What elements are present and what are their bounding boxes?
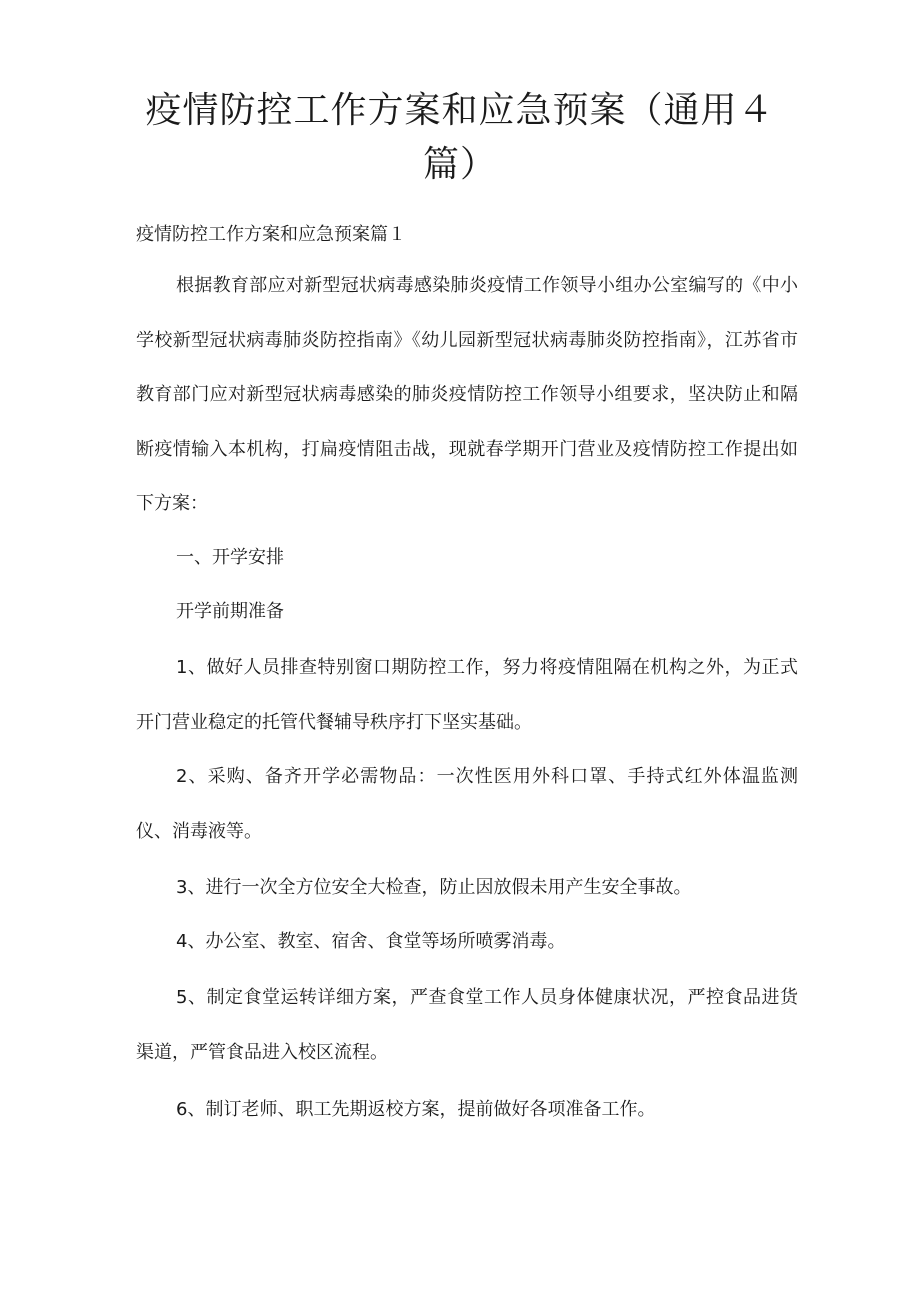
intro-paragraph: 根据教育部应对新型冠状病毒感染肺炎疫情工作领导小组办公室编写的《中小学校新型冠状病毒肺炎防控指南》《幼儿园新型冠状病毒肺炎防控指南》，江苏省市教育部门应对新型冠状病毒感染的肺炎疫情防控工作领导小组要求，坚决防止和隔断疫情输入本机构，打扁疫情阻击战，现就春学期开门营业及疫情防控工作提出如下方案： bbox=[136, 275, 798, 514]
list-item: 1、做好人员排查特别窗口期防控工作，努力将疫情阻隔在机构之外，为正式开门营业稳定的托管代餐辅导秩序打下坚实基础。 bbox=[136, 657, 798, 733]
list-item: 6、制订老师、职工先期返校方案，提前做好各项准备工作。 bbox=[176, 1099, 656, 1120]
list-item: 2、采购、备齐开学必需物品：一次性医用外科口罩、手持式红外体温监测仪、消毒液等。 bbox=[136, 766, 798, 842]
section-heading: 疫情防控工作方案和应急预案篇１ bbox=[136, 224, 406, 245]
subheading-preparation: 开学前期准备 bbox=[176, 601, 284, 622]
list-item: 5、制定食堂运转详细方案，严查食堂工作人员身体健康状况，严控食品进货渠道，严管食品进入校区流程。 bbox=[136, 987, 798, 1063]
document-title: 疫情防控工作方案和应急预案（通用４篇） bbox=[145, 90, 775, 185]
list-item: 4、办公室、教室、宿舍、食堂等场所喷雾消毒。 bbox=[176, 931, 566, 952]
list-item: 3、进行一次全方位安全大检查，防止因放假未用产生安全事故。 bbox=[176, 877, 692, 898]
heading-opening-arrangement: 一、开学安排 bbox=[176, 547, 284, 568]
